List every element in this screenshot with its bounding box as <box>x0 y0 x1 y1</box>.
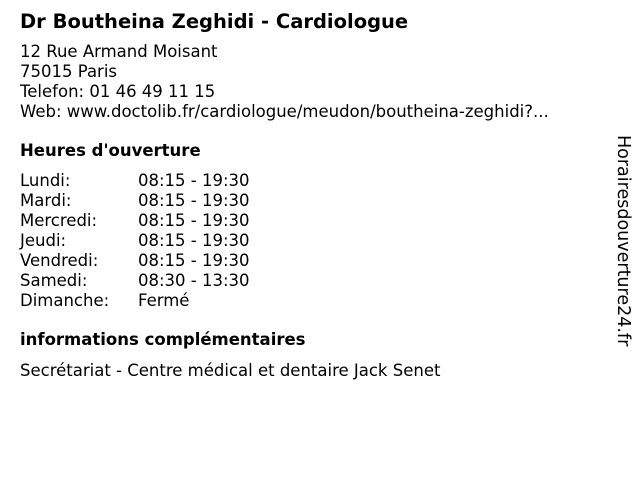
hours-row-monday <box>20 171 600 191</box>
time-value: 08:15 - 19:30 <box>138 231 250 250</box>
time-value: 08:15 - 19:30 <box>138 171 250 190</box>
day-label: Mardi: <box>20 191 72 210</box>
hours-row-saturday <box>20 271 600 291</box>
time-value: Fermé <box>138 291 190 310</box>
day-label: Lundi: <box>20 171 71 190</box>
city-postcode: 75015 Paris <box>20 62 118 81</box>
hours-row-thursday <box>20 231 600 251</box>
hours-row-sunday <box>20 291 600 311</box>
business-card <box>20 10 600 381</box>
hours-row-friday <box>20 251 600 271</box>
day-label: Dimanche: <box>20 291 110 310</box>
website-link[interactable]: Web: www.doctolib.fr/cardiologue/meudon/boutheina-zeghidi?... <box>20 102 549 121</box>
hours-row-tuesday <box>20 191 600 211</box>
hours-heading: Heures d'ouverture <box>20 141 201 160</box>
day-label: Samedi: <box>20 271 88 290</box>
time-value: 08:15 - 19:30 <box>138 211 250 230</box>
hours-row-wednesday <box>20 211 600 231</box>
time-value: 08:15 - 19:30 <box>138 191 250 210</box>
page-title: Dr Boutheina Zeghidi - Cardiologue <box>20 10 409 33</box>
site-watermark: Horairesdouverture24.fr <box>613 135 633 347</box>
day-label: Mercredi: <box>20 211 98 230</box>
opening-hours-list <box>20 171 600 311</box>
street-address: 12 Rue Armand Moisant <box>20 42 218 61</box>
day-label: Jeudi: <box>20 231 67 250</box>
time-value: 08:15 - 19:30 <box>138 251 250 270</box>
phone-number: Telefon: 01 46 49 11 15 <box>20 82 216 101</box>
info-heading: informations complémentaires <box>20 330 306 349</box>
day-label: Vendredi: <box>20 251 99 270</box>
address-block <box>20 42 600 122</box>
time-value: 08:30 - 13:30 <box>138 271 250 290</box>
info-text: Secrétariat - Centre médical et dentaire Jack Senet <box>20 361 441 380</box>
